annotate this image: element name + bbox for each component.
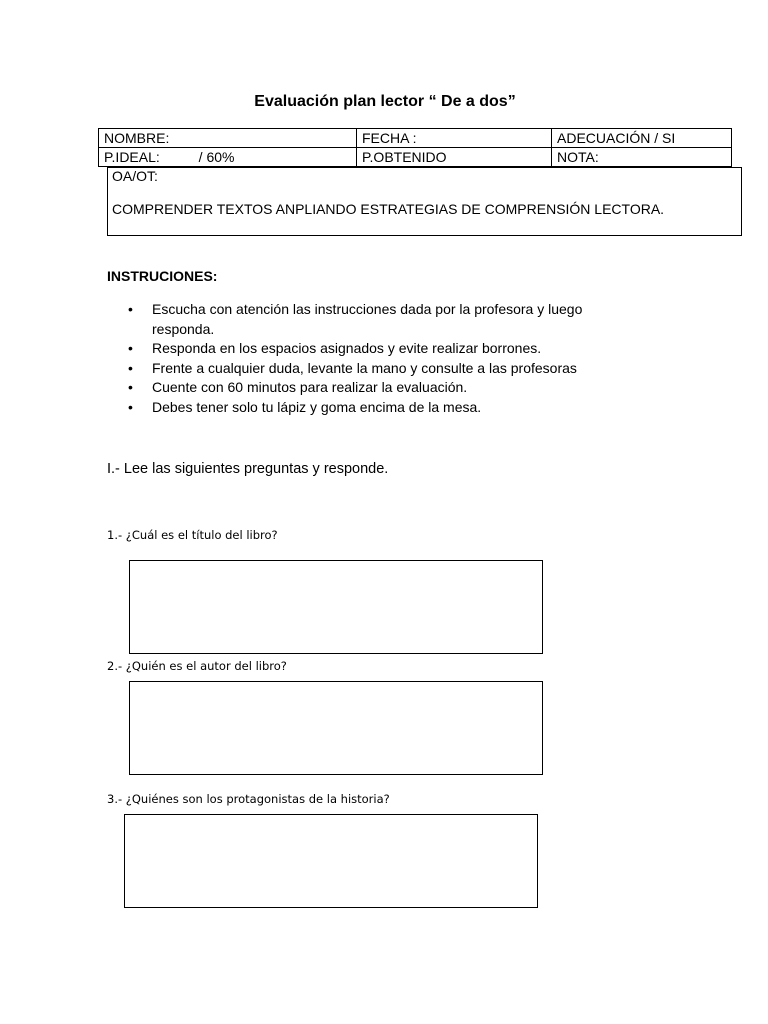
- objective-label: OA/OT:: [112, 168, 158, 184]
- objective-box: [107, 167, 742, 236]
- list-item: • Responda en los espacios asignados y evite realizar borrones.: [107, 339, 627, 359]
- name-field[interactable]: NOMBRE:: [99, 129, 357, 148]
- list-item: • Cuente con 60 minutos para realizar la evaluación.: [107, 378, 627, 398]
- obtained-score-field[interactable]: P.OBTENIDO: [357, 148, 552, 167]
- question-2: 2.- ¿Quién es el autor del libro?: [107, 659, 287, 673]
- table-row: [99, 129, 732, 148]
- page-title: Evaluación plan lector “ De a dos”: [254, 93, 516, 110]
- list-item: • Escucha con atención las instrucciones dada por la profesora y luego responda.: [128, 301, 583, 337]
- section-heading: I.- Lee las siguientes preguntas y responde.: [107, 461, 389, 477]
- adaptation-field[interactable]: ADECUACIÓN / SI: [552, 129, 732, 148]
- answer-box-2[interactable]: [129, 681, 543, 775]
- ideal-score-field[interactable]: P.IDEAL: / 60%: [99, 148, 357, 167]
- question-1: 1.- ¿Cuál es el título del libro?: [107, 528, 278, 542]
- table-row: [99, 148, 732, 167]
- instructions-heading: INSTRUCIONES:: [107, 268, 218, 284]
- answer-box-3[interactable]: [124, 814, 538, 908]
- list-item: • Debes tener solo tu lápiz y goma encima de la mesa.: [107, 398, 627, 418]
- date-field[interactable]: FECHA :: [357, 129, 552, 148]
- bullet-icon: •: [128, 379, 133, 395]
- grade-field[interactable]: NOTA:: [552, 148, 732, 167]
- bullet-icon: •: [128, 398, 133, 415]
- objective-text: COMPRENDER TEXTOS ANPLIANDO ESTRATEGIAS DE COMPRENSIÓN LECTORA.: [112, 201, 665, 217]
- bullet-icon: •: [128, 359, 133, 376]
- info-table: [98, 128, 732, 167]
- bullet-icon: •: [128, 340, 133, 356]
- bullet-icon: •: [128, 301, 133, 317]
- list-item: • Frente a cualquier duda, levante la mano y consulte a las profesoras: [107, 359, 627, 379]
- answer-box-1[interactable]: [129, 560, 543, 654]
- instructions-list: [107, 300, 627, 417]
- question-3: 3.- ¿Quiénes son los protagonistas de la historia?: [107, 792, 390, 806]
